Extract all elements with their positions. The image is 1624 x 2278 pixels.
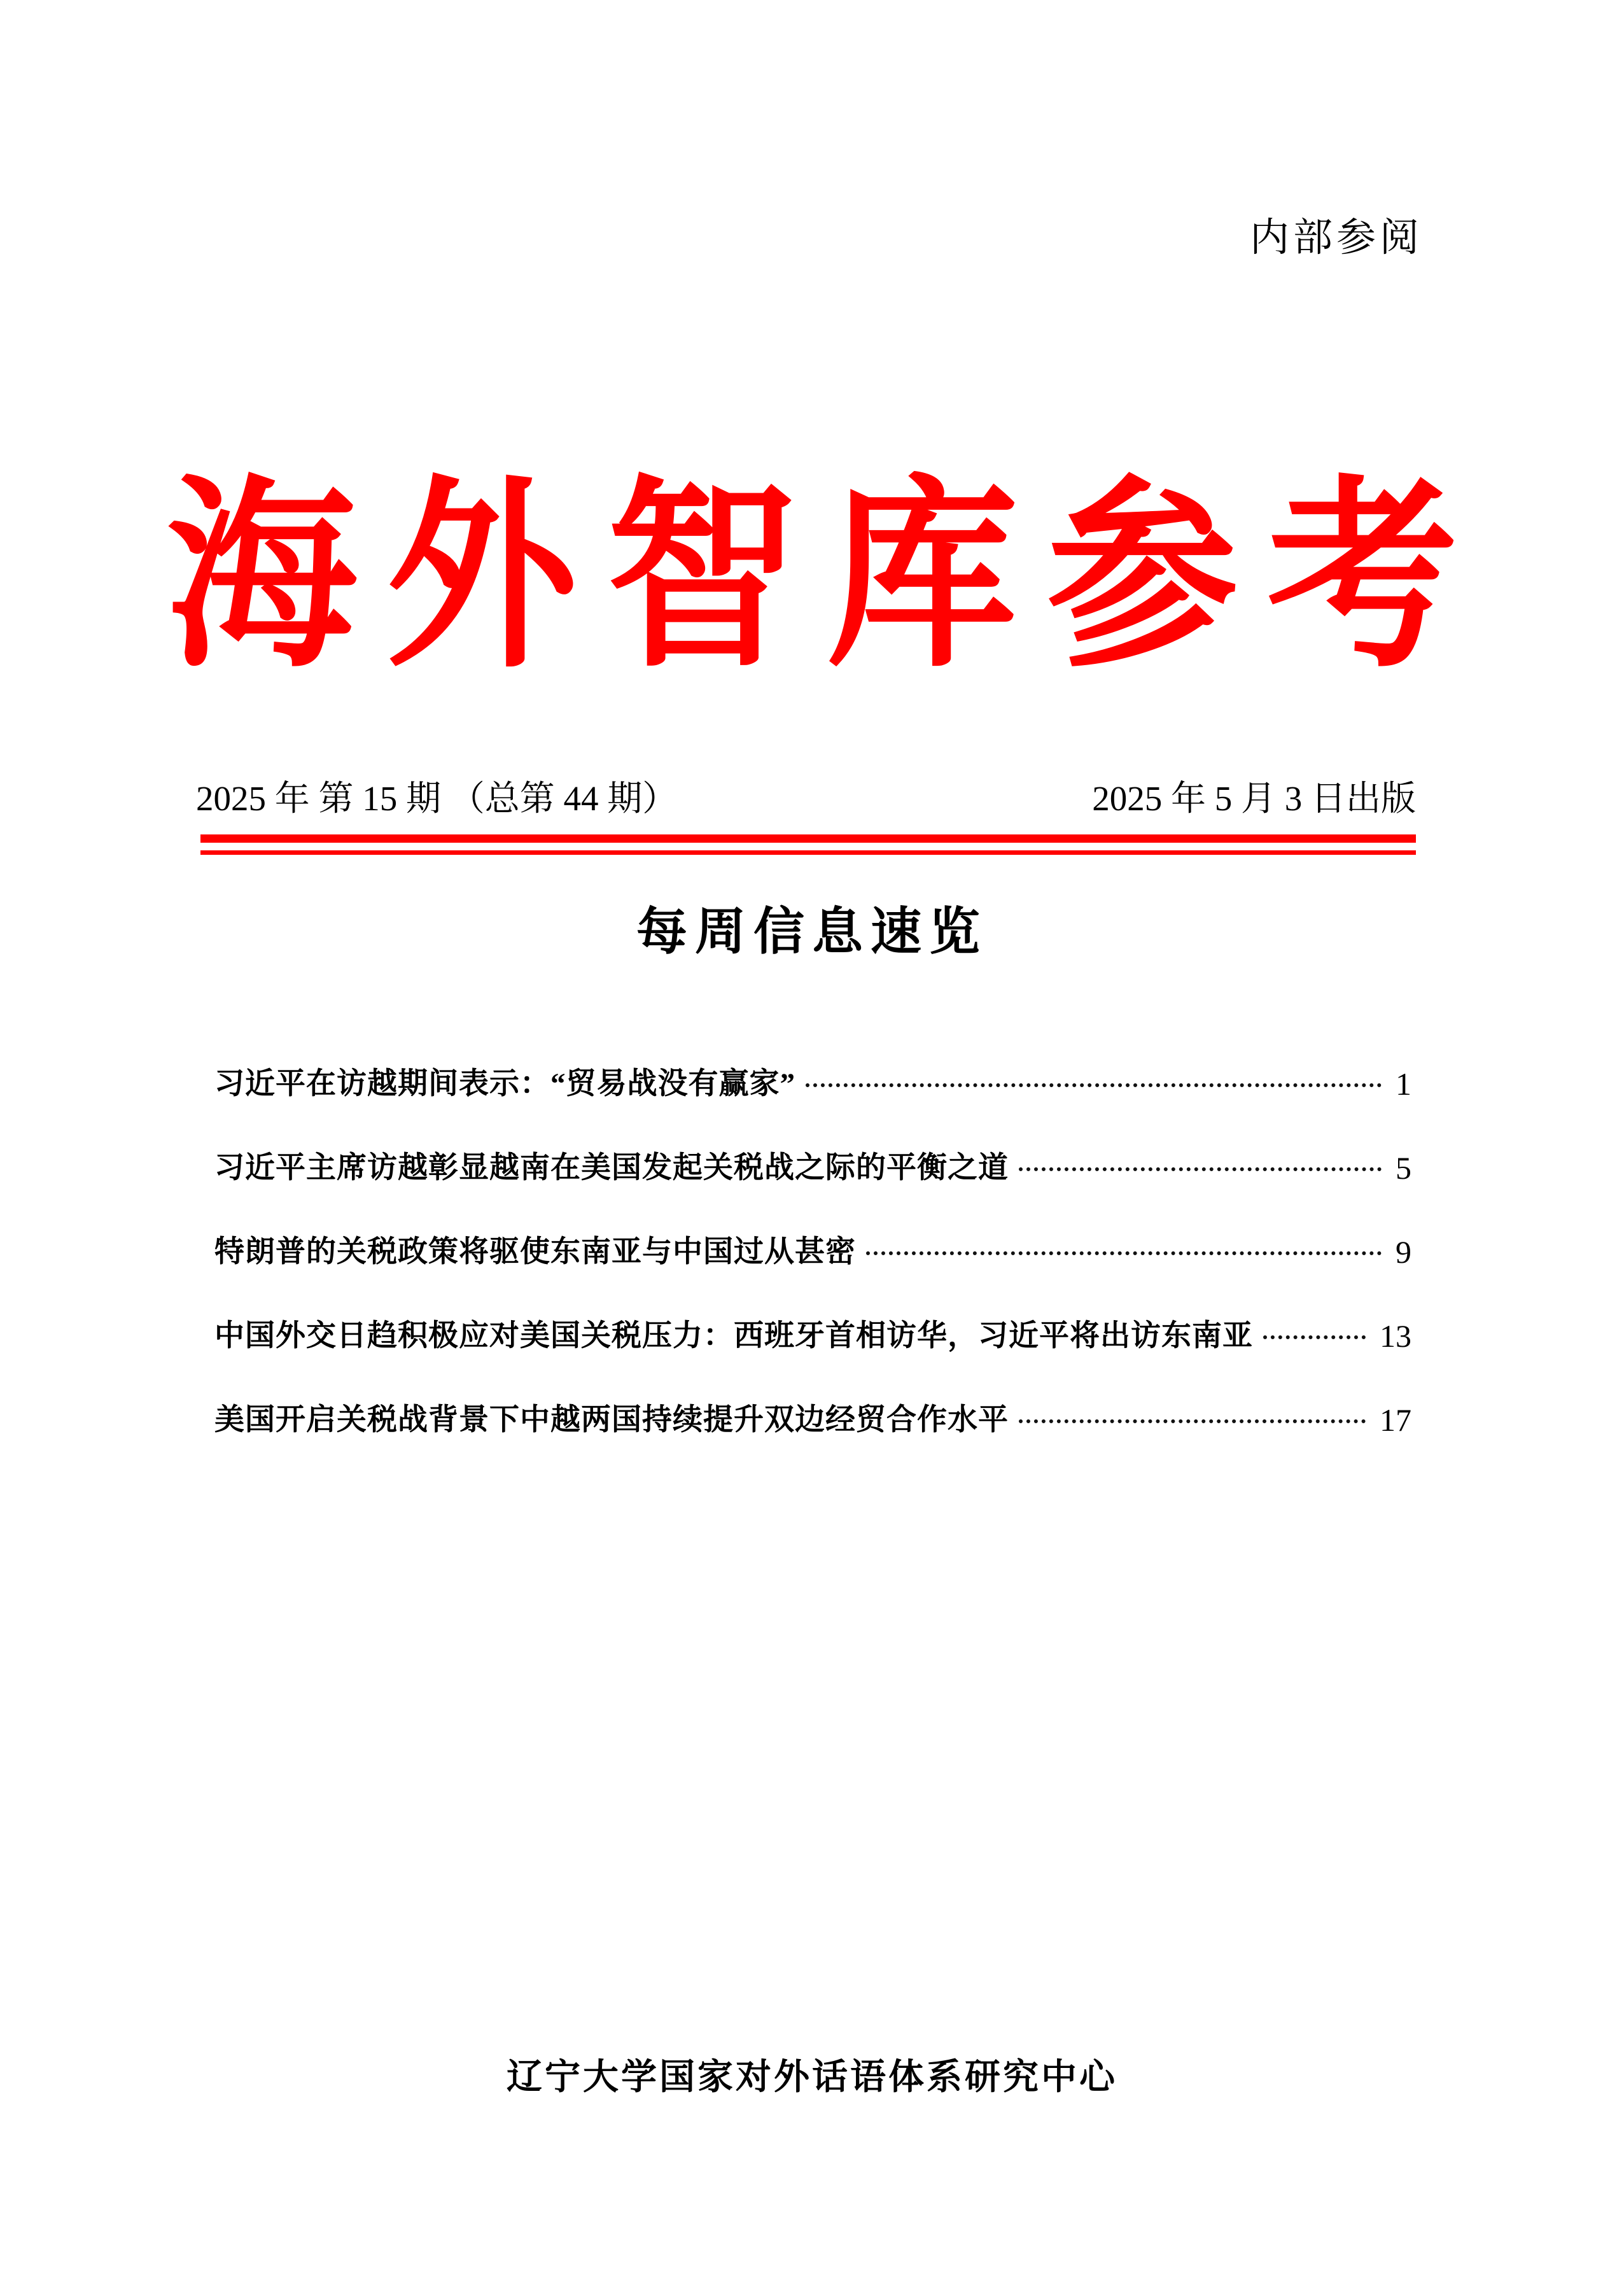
toc-page-number: 1 — [1396, 1066, 1411, 1102]
toc-entry-2[interactable] — [214, 1152, 1411, 1184]
classification-mark: 内部参阅 — [1249, 216, 1423, 260]
dot-leader — [806, 1083, 1382, 1087]
toc-entry-4[interactable] — [214, 1320, 1411, 1352]
toc-entry-1[interactable] — [214, 1068, 1411, 1100]
issue-line — [196, 778, 1416, 820]
dot-leader — [1263, 1335, 1366, 1339]
toc-page-number: 9 — [1396, 1234, 1411, 1270]
toc-entry-title: 习近平主席访越彰显越南在美国发起关税战之际的平衡之道 — [214, 1151, 1009, 1185]
red-rule-thin — [200, 850, 1416, 855]
toc-entry-5[interactable] — [214, 1404, 1411, 1436]
toc-page-number: 17 — [1380, 1402, 1411, 1438]
publish-date: 2025 年 5 月 3 日出版 — [1092, 779, 1416, 818]
table-of-contents — [214, 1068, 1411, 1488]
red-rule-thick — [200, 834, 1416, 843]
publisher-name: 辽宁大学国家对外话语体系研究中心 — [507, 2057, 1117, 2097]
toc-entry-3[interactable] — [214, 1236, 1411, 1268]
dot-leader — [866, 1251, 1382, 1255]
toc-page-number: 5 — [1396, 1150, 1411, 1186]
toc-entry-title: 习近平在访越期间表示：“贸易战没有赢家” — [214, 1067, 795, 1100]
toc-page-number: 13 — [1380, 1318, 1411, 1354]
masthead-title: 海外智库参考 — [166, 465, 1487, 691]
masthead — [0, 465, 1624, 691]
issue-number: 2025 年 第 15 期 （总第 44 期） — [196, 779, 678, 818]
toc-entry-title: 中国外交日趋积极应对美国关税压力：西班牙首相访华，习近平将出访东南亚 — [214, 1319, 1253, 1353]
toc-entry-title: 特朗普的关税政策将驱使东南亚与中国过从甚密 — [214, 1235, 856, 1269]
section-title: 每周信息速览 — [636, 903, 988, 960]
dot-leader — [1019, 1167, 1382, 1171]
toc-entry-title: 美国开启关税战背景下中越两国持续提升双边经贸合作水平 — [214, 1403, 1009, 1437]
dot-leader — [1019, 1419, 1366, 1423]
